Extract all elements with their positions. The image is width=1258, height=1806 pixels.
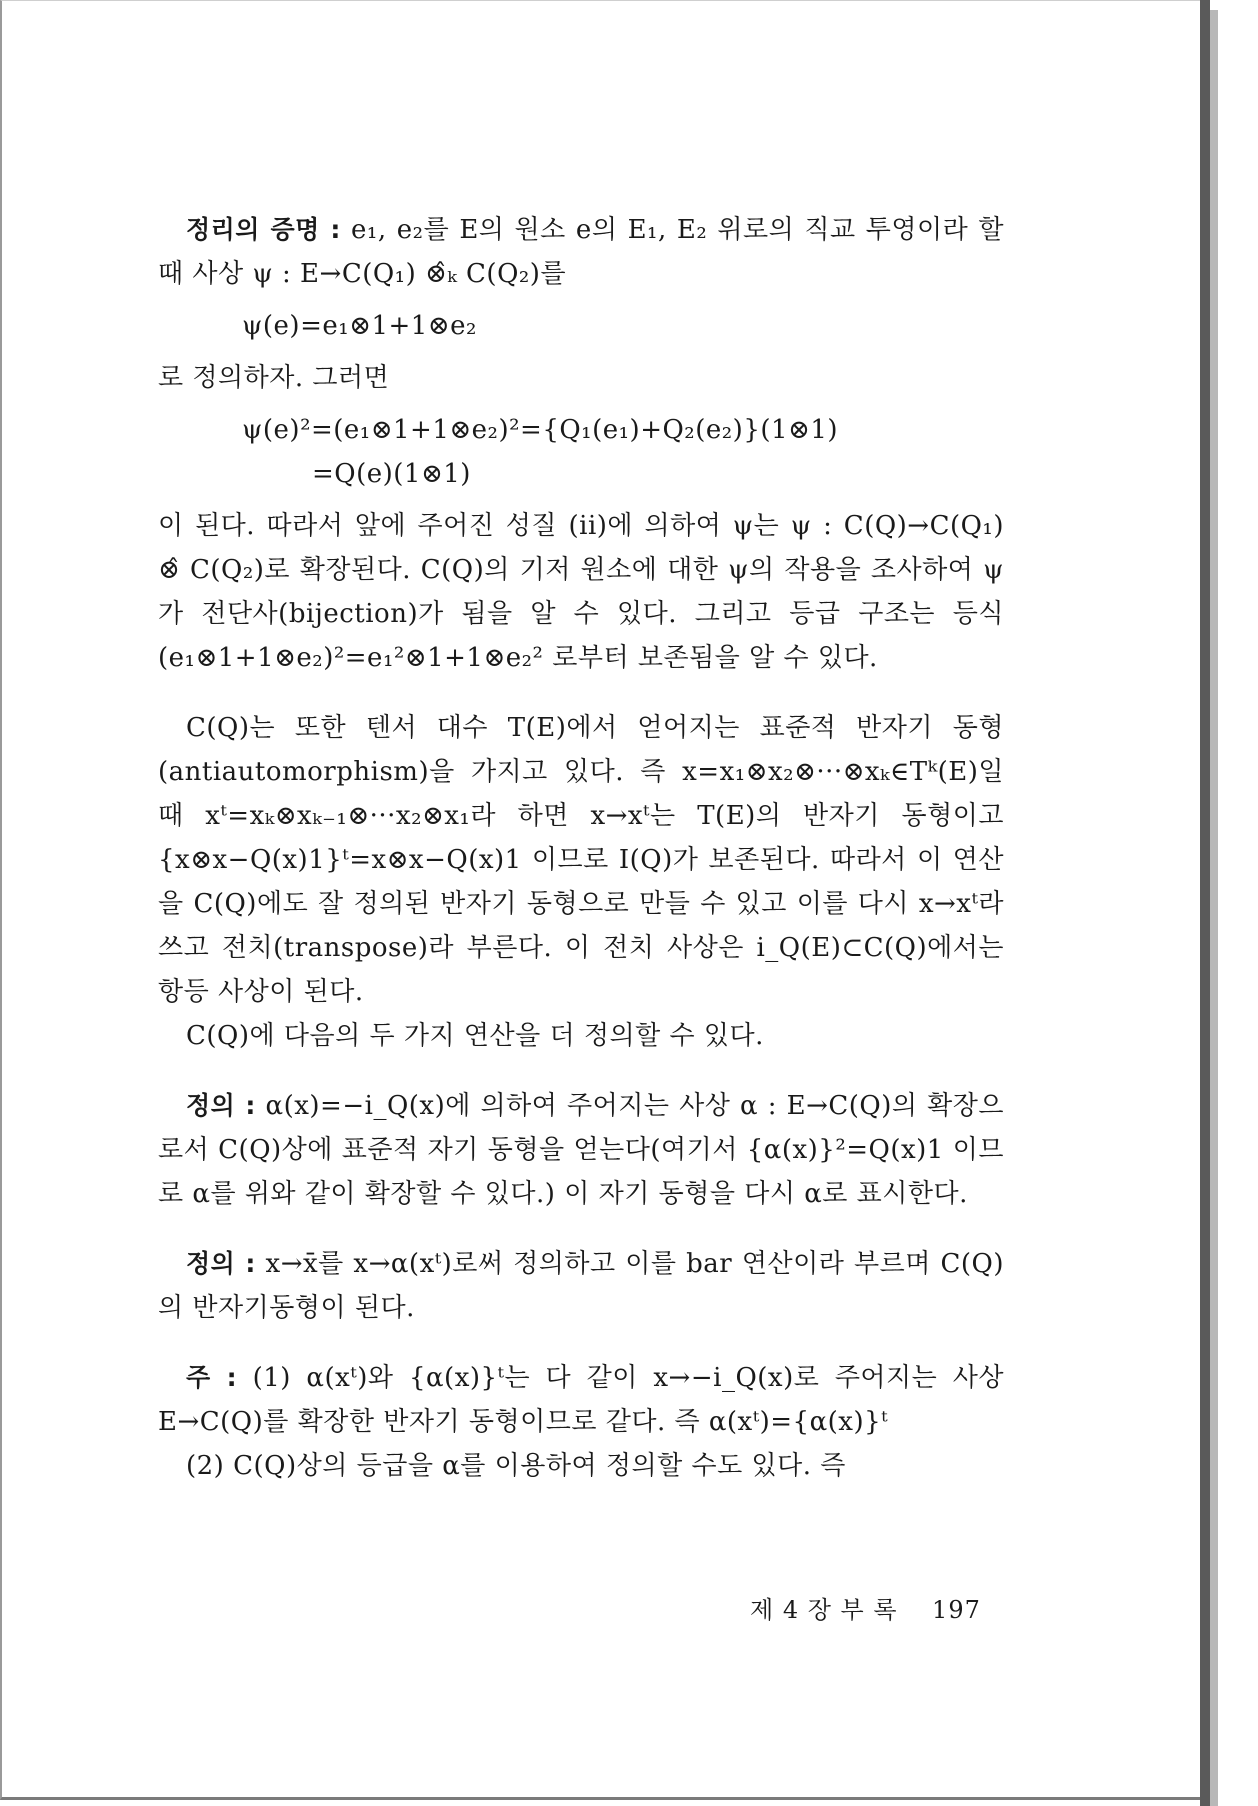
- page-edge-dark: [1200, 0, 1210, 1806]
- transpose-paragraph: C(Q)는 또한 텐서 대수 T(E)에서 얻어지는 표준적 반자기 동형(antiautomorphism)을 가지고 있다. 즉 x=x₁⊗x₂⊗···⊗xₖ∈Tᵏ(E)일 때 xᵗ=xₖ⊗xₖ₋₁⊗···x₂⊗x₁라 하면 x→xᵗ는 T(E)의 반자기 동형이고 {x⊗x−Q(x)1}ᵗ=x⊗x−Q(x)1 이므로 I(Q)가 보존된다. 따라서 이 연산을 C(Q)에도 잘 정의된 반자기 동형으로 만들 수 있고 이를 다시 x→xᵗ라 쓰고 전치(transpose)라 부른다. 이 전치 사상은 i_Q(E)⊂C(Q)에서는 항등 사상이 된다.: [158, 713, 1004, 1007]
- note-paragraph: [158, 1356, 1004, 1444]
- definition-label: 정의 :: [186, 1249, 256, 1278]
- page-footer: [750, 1590, 981, 1625]
- page-edge-light: [1210, 10, 1218, 1806]
- page-margin-right: [1218, 0, 1258, 1806]
- note-item-1: (1) α(xᵗ)와 {α(x)}ᵗ는 다 같이 x→−i_Q(x)로 주어지는 사상 E→C(Q)를 확장한 반자기 동형이므로 같다. 즉 α(xᵗ)={α(x)}ᵗ: [158, 1363, 1005, 1437]
- definition-label: 정의 :: [186, 1091, 256, 1120]
- two-operations-text: C(Q)에 다음의 두 가지 연산을 더 정의할 수 있다.: [186, 1021, 764, 1051]
- note-label: 주 :: [186, 1363, 238, 1392]
- definition-bar-text: x→x̄를 x→α(xᵗ)로써 정의하고 이를 bar 연산이라 부르며 C(Q)의 반자기동형이 된다.: [158, 1249, 1004, 1323]
- proof-label: 정리의 증명 :: [186, 215, 341, 244]
- page-number: 197: [932, 1596, 981, 1624]
- proof-intro-text: e₁, e₂를 E의 원소 e의 E₁, E₂ 위로의 직교 투영이라 할 때 사상 ψ : E→C(Q₁) ⊗̂ₖ C(Q₂)를: [158, 215, 1004, 289]
- equation-psi-squared-continued: =Q(e)(1⊗1): [312, 459, 471, 489]
- chapter-title: 제 4 장 부 록: [750, 1596, 898, 1624]
- proof-conclusion: 이 된다. 따라서 앞에 주어진 성질 (ii)에 의하여 ψ는 ψ : C(Q)→C(Q₁) ⊗̂ C(Q₂)로 확장된다. C(Q)의 기저 원소에 대한 ψ의 작용을 조사하여 ψ가 전단사(bijection)가 됨을 알 수 있다. 그리고 등급 구조는 등식 (e₁⊗1+1⊗e₂)²=e₁²⊗1+1⊗e₂² 로부터 보존됨을 알 수 있다.: [158, 511, 1004, 673]
- definition-bar: [158, 1242, 1004, 1330]
- definition-alpha: [158, 1084, 1004, 1216]
- define-text: 로 정의하자. 그러면: [158, 363, 390, 393]
- equation-psi-definition: ψ(e)=e₁⊗1+1⊗e₂: [242, 311, 477, 341]
- proof-paragraph: [158, 208, 1004, 296]
- note-item-2: (2) C(Q)상의 등급을 α를 이용하여 정의할 수도 있다. 즉: [186, 1451, 846, 1481]
- definition-alpha-text: α(x)=−i_Q(x)에 의하여 주어지는 사상 α : E→C(Q)의 확장으로서 C(Q)상에 표준적 자기 동형을 얻는다(여기서 {α(x)}²=Q(x)1 이므로 α를 위와 같이 확장할 수 있다.) 이 자기 동형을 다시 α로 표시한다.: [158, 1091, 1004, 1209]
- page-content: [158, 208, 1004, 1488]
- equation-psi-squared: ψ(e)²=(e₁⊗1+1⊗e₂)²={Q₁(e₁)+Q₂(e₂)}(1⊗1): [242, 415, 839, 445]
